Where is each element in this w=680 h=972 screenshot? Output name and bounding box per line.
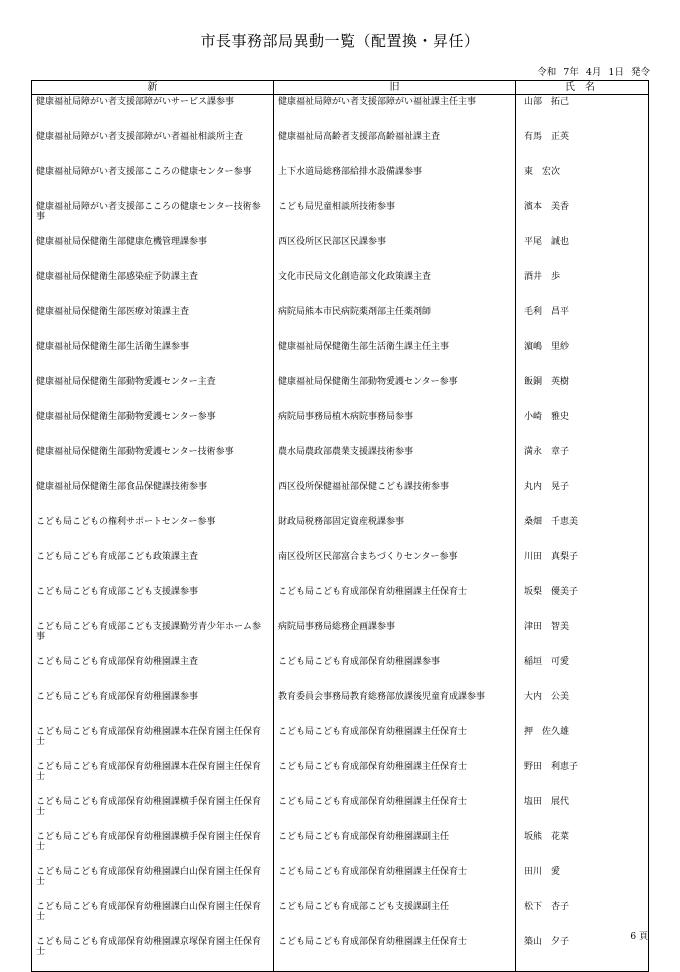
cell-name: 濵嶋 里紗 [516,340,649,375]
cell-new: 健康福祉局保健衛生部食品保健課技術参事 [32,480,274,515]
cell-old: 健康福祉局保健衛生部動物愛護センター参事 [274,375,516,410]
cell-name: 築山 夕子 [516,935,649,972]
cell-old: こども局こども育成部保育幼稚園課主任保育士 [274,760,516,795]
cell-new: こども局こども育成部保育幼稚園課白山保育園主任保育士 [32,865,274,900]
table-row [32,585,649,620]
cell-old: 西区役所保健福祉部保健こども課技術参事 [274,480,516,515]
column-header-new: 新 [32,81,274,95]
cell-old: こども局こども育成部保育幼稚園課主任保育士 [274,725,516,760]
table-row [32,725,649,760]
cell-old: こども局児童相談所技術参事 [274,200,516,235]
cell-name: 川田 真梨子 [516,550,649,585]
table-body [32,95,649,972]
cell-name: 飯銅 英樹 [516,375,649,410]
page-title: 市長事務部局異動一覧（配置換・昇任） [200,32,480,50]
cell-new: 健康福祉局障がい者支援部障がいサービス課参事 [32,95,274,131]
cell-old: こども局こども育成部保育幼稚園課主任保育士 [274,935,516,972]
cell-name: 毛利 昌平 [516,305,649,340]
cell-new: 健康福祉局障がい者支援部こころの健康センター技術参事 [32,200,274,235]
cell-old: 健康福祉局高齢者支援部高齢福祉課主査 [274,130,516,165]
cell-new: こども局こども育成部保育幼稚園課横手保育園主任保育士 [32,795,274,830]
column-header-old: 旧 [274,81,516,95]
cell-name: 丸内 晃子 [516,480,649,515]
table-header-row [32,81,649,95]
cell-old: こども局こども育成部保育幼稚園課副主任 [274,830,516,865]
cell-old: 病院局事務局植木病院事務局参事 [274,410,516,445]
cell-old: こども局こども育成部保育幼稚園課主任保育士 [274,865,516,900]
table-row [32,620,649,655]
table-row [32,515,649,550]
table-row [32,655,649,690]
cell-name: 山部 拓己 [516,95,649,131]
cell-old: こども局こども育成部こども支援課副主任 [274,900,516,935]
cell-new: 健康福祉局保健衛生部動物愛護センター主査 [32,375,274,410]
cell-new: こども局こども育成部保育幼稚園課主査 [32,655,274,690]
cell-old: こども局こども育成部保育幼稚園課主任保育士 [274,795,516,830]
table-row [32,235,649,270]
personnel-table [31,80,649,972]
page-number: 6 頁 [630,932,648,942]
issue-date: 令和 7年 4月 1日 発令 [537,67,650,78]
table-row [32,865,649,900]
cell-name: 東 宏次 [516,165,649,200]
cell-new: こども局こども育成部こども支援課参事 [32,585,274,620]
cell-new: 健康福祉局保健衛生部感染症予防課主査 [32,270,274,305]
cell-old: 西区役所区民部区民課参事 [274,235,516,270]
cell-new: こども局こども育成部保育幼稚園課参事 [32,690,274,725]
cell-old: 病院局事務局総務企画課参事 [274,620,516,655]
table-row [32,200,649,235]
table-row [32,165,649,200]
table-row [32,340,649,375]
table-row [32,270,649,305]
cell-old: 財政局税務部固定資産税課参事 [274,515,516,550]
cell-old: 健康福祉局保健衛生部生活衛生課主任主事 [274,340,516,375]
cell-name: 平尾 誠也 [516,235,649,270]
table-row [32,690,649,725]
column-header-name: 氏名 [516,81,649,95]
cell-new: 健康福祉局障がい者支援部障がい者福祉相談所主査 [32,130,274,165]
cell-old: 南区役所区民部富合まちづくりセンター参事 [274,550,516,585]
cell-name: 津田 智美 [516,620,649,655]
cell-new: こども局こども育成部保育幼稚園課本荘保育園主任保育士 [32,725,274,760]
table-row [32,935,649,972]
cell-old: 教育委員会事務局教育総務部放課後児童育成課参事 [274,690,516,725]
cell-new: こども局こども育成部保育幼稚園課京塚保育園主任保育士 [32,935,274,972]
cell-name: 桑畑 千恵美 [516,515,649,550]
table-row [32,95,649,131]
cell-new: こども局こども育成部保育幼稚園課白山保育園主任保育士 [32,900,274,935]
table-row [32,305,649,340]
cell-new: 健康福祉局保健衛生部生活衛生課参事 [32,340,274,375]
cell-old: こども局こども育成部保育幼稚園課主任保育士 [274,585,516,620]
table-row [32,410,649,445]
cell-new: 健康福祉局障がい者支援部こころの健康センター参事 [32,165,274,200]
table-row [32,900,649,935]
cell-old: 健康福祉局障がい者支援部障がい福祉課主任主事 [274,95,516,131]
cell-new: こども局こども育成部保育幼稚園課本荘保育園主任保育士 [32,760,274,795]
cell-name: 満永 章子 [516,445,649,480]
table-row [32,130,649,165]
table-row [32,550,649,585]
cell-new: 健康福祉局保健衛生部健康危機管理課参事 [32,235,274,270]
cell-old: 文化市民局文化創造部文化政策課主査 [274,270,516,305]
cell-new: こども局こども育成部こども支援課勤労青少年ホーム参事 [32,620,274,655]
table-row [32,480,649,515]
cell-name: 酒井 歩 [516,270,649,305]
cell-new: 健康福祉局保健衛生部動物愛護センター参事 [32,410,274,445]
cell-old: 農水局農政部農業支援課技術参事 [274,445,516,480]
cell-new: こども局こども育成部保育幼稚園課横手保育園主任保育士 [32,830,274,865]
cell-name: 押 佐久雄 [516,725,649,760]
cell-new: こども局こども育成部こども政策課主査 [32,550,274,585]
cell-name: 野田 利恵子 [516,760,649,795]
cell-name: 稲垣 可愛 [516,655,649,690]
cell-name: 濱本 美香 [516,200,649,235]
cell-old: こども局こども育成部保育幼稚園課参事 [274,655,516,690]
table-row [32,830,649,865]
cell-old: 病院局熊本市民病院薬剤部主任薬剤師 [274,305,516,340]
cell-old: 上下水道局総務部給排水設備課参事 [274,165,516,200]
cell-name: 有馬 正英 [516,130,649,165]
cell-new: こども局こどもの権利サポートセンター参事 [32,515,274,550]
cell-name: 小崎 雅史 [516,410,649,445]
cell-name: 田川 愛 [516,865,649,900]
cell-name: 塩田 展代 [516,795,649,830]
cell-name: 坂熊 花菜 [516,830,649,865]
table-row [32,760,649,795]
cell-name: 坂梨 優美子 [516,585,649,620]
cell-new: 健康福祉局保健衛生部医療対策課主査 [32,305,274,340]
table-row [32,375,649,410]
cell-name: 松下 杏子 [516,900,649,935]
table-row [32,795,649,830]
cell-name: 大内 公美 [516,690,649,725]
cell-new: 健康福祉局保健衛生部動物愛護センター技術参事 [32,445,274,480]
table-row [32,445,649,480]
